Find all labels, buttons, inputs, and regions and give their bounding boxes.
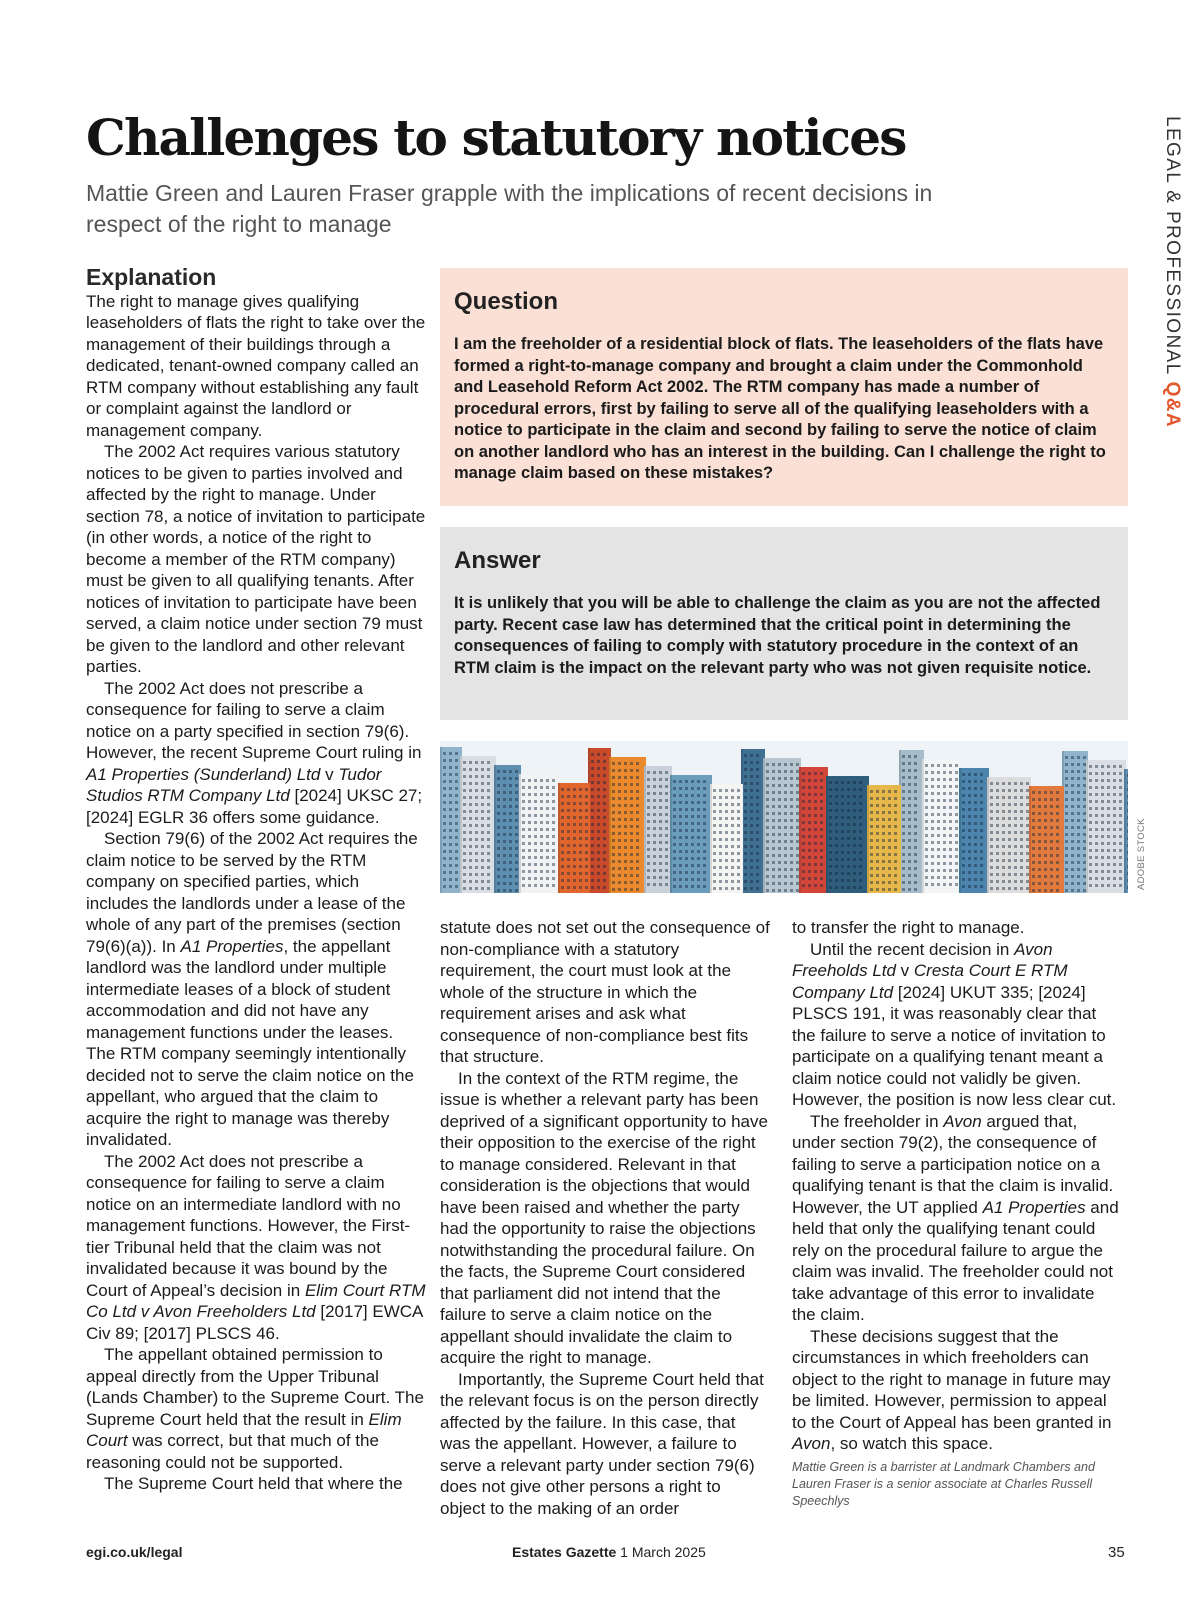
paragraph: Section 79(6) of the 2002 Act requires the claim notice to be served by the RTM company on specified parties, which includes the landlords under a lease of the whole of any part of the premises (section 79(6)(a)). In A1 Properties, the appellant landlord was the landlord under multiple intermediate leases of a block of student accommodation and did not have any management functions under the leases. The RTM company seemingly intentionally decided not to serve the claim notice on the appellant, who argued that the claim to acquire the right to manage was thereby invalidated. — [86, 829, 418, 1149]
answer-box — [440, 527, 1128, 720]
paragraph: These decisions suggest that the circumstances in which freeholders can object to the right to manage in future may be limited. However, permission to appeal to the Court of Appeal has been granted in Avon, so watch this space. — [792, 1326, 1112, 1453]
article-column-3 — [792, 917, 1122, 1510]
case-name: Avon Freeholds Ltd — [792, 939, 1053, 980]
paragraph: In the context of the RTM regime, the issue is whether a relevant party has been deprived of a significant opportunity to have their opposition to the exercise of the right to manage considered. Relevant in that consideration is the objections that would have been raised and whether the party had the opportunity to raise the objections notwithstanding the procedural failure. On the facts, the Supreme Court considered that parliament did not intend that the failure to serve a claim notice on the appellant should invalidate the claim to acquire the right to manage. — [440, 1068, 768, 1367]
case-name: Elim Court — [86, 1409, 402, 1450]
case-name: Avon — [792, 1434, 831, 1453]
answer-body: It is unlikely that you will be able to challenge the claim as you are not the affected party. Recent case law has determined that the critical point in determining the consequences of failing to comply with statutory procedure in the context of an RTM claim is the impact on the relevant party who was not given requisite notice. — [454, 594, 1101, 677]
publication-date: 1 March 2025 — [616, 1544, 706, 1560]
paragraph: The 2002 Act does not prescribe a consequence for failing to serve a claim notice on a party specified in section 79(6). However, the recent Supreme Court ruling in A1 Properties (Sunderland) Ltd v Tudor Studios RTM Company Ltd [2024] UKSC 27; [2024] EGLR 36 offers some guidance. — [86, 678, 423, 827]
case-name: Avon — [943, 1111, 982, 1131]
paragraph: The right to manage gives qualifying leaseholders of flats the right to take over the management of their buildings through a dedicated, tenant-owned company called an RTM company without establishing any fault or complaint against the landlord or management company. — [86, 291, 426, 440]
case-name: A1 Properties (Sunderland) Ltd — [86, 764, 321, 784]
building — [670, 775, 712, 893]
question-heading: Question — [454, 288, 559, 315]
article-subtitle: Mattie Green and Lauren Fraser grapple with the implications of recent decisions in respect of the right to manage — [86, 180, 933, 237]
photo-credit: ADOBE STOCK — [1136, 818, 1147, 890]
footer-website: egi.co.uk/legal — [86, 1544, 183, 1560]
building — [826, 776, 869, 893]
paragraph: Until the recent decision in Avon Freeholds Ltd v Cresta Court E RTM Company Ltd [2024] UKUT 335; [2024] PLSCS 191, it was reasonably clear that the failure to serve a notice of invitation to participate on a qualifying tenant meant a claim notice could not validly be given. However, the position is now less clear cut. — [792, 939, 1117, 1109]
publication-name: Estates Gazette — [512, 1544, 617, 1560]
case-name: Tudor Studios RTM Company Ltd — [86, 764, 382, 805]
answer-heading: Answer — [454, 547, 541, 574]
section-label-text: LEGAL & PROFESSIONAL — [1162, 116, 1183, 375]
paragraph: statute does not set out the consequence of non-compliance with a statutory requirement, the court must look at the whole of the structure in which the requirement arises and ask what consequence of non-compliance best fits that structure. — [440, 918, 770, 1066]
paragraph: Importantly, the Supreme Court held that the relevant focus is on the person directly affected by the failure. In this case, that was the appellant. However, a failure to serve a relevant party under section 79(6) does not give other persons a right to object to the making of an order — [440, 1369, 764, 1518]
building — [519, 774, 560, 893]
page-number: 35 — [1108, 1544, 1125, 1561]
explanation-heading: Explanation — [86, 264, 217, 290]
explanation-column — [86, 264, 426, 1495]
paragraph: The 2002 Act does not prescribe a consequence for failing to serve a claim notice on an intermediate landlord with no management functions. However, the First-tier Tribunal held that the claim was not invalidated because it was bound by the Court of Appeal’s decision in Elim Court RTM Co Ltd v Avon Freeholders Ltd [2017] EWCA Civ 89; [2017] PLSCS 46. — [86, 1151, 426, 1343]
question-body: I am the freeholder of a residential block of flats. The leaseholders of the flats have formed a right-to-manage company and brought a claim under the Commonhold and Leasehold Reform Act 2002. The RTM company has made a number of procedural errors, first by failing to serve all of the qualifying leaseholders with a notice to participate in the claim and second by failing to serve the notice of claim on another landlord who has an interest in the building. Can I challenge the right to manage claim based on these mistakes? — [454, 335, 1106, 482]
paragraph: to transfer the right to manage. — [792, 918, 1025, 937]
apartment-buildings-photo — [440, 741, 1128, 893]
paragraph: The Supreme Court held that where the — [104, 1474, 403, 1493]
author-byline: Mattie Green is a barrister at Landmark Chambers and Lauren Fraser is a senior associate at Charles Russell Speechlys — [792, 1459, 1095, 1508]
article-column-2 — [440, 917, 770, 1519]
question-box — [440, 268, 1128, 506]
paragraph: The 2002 Act requires various statutory notices to be given to parties involved and affected by the right to manage. Under section 78, a notice of invitation to participate (in other words, a notice of the right to become a member of the RTM company) must be given to all qualifying tenants. After notices of invitation to participate have been served, a claim notice under section 79 must be given to the landlord and other relevant parties. — [86, 442, 426, 676]
paragraph: The appellant obtained permission to appeal directly from the Upper Tribunal (Lands Chamber) to the Supreme Court. The Supreme Court held that the result in Elim Court was correct, but that much of the reasoning could not be supported. — [86, 1345, 424, 1472]
section-label — [1161, 116, 1183, 428]
case-name: A1 Properties — [982, 1197, 1086, 1217]
footer-publication — [512, 1544, 706, 1560]
case-name: Cresta Court E RTM Company Ltd — [792, 961, 1068, 1002]
case-name: Elim Court RTM Co Ltd v Avon Freeholders Ltd — [86, 1280, 426, 1321]
article-title: Challenges to statutory notices — [86, 108, 906, 167]
paragraph: The freeholder in Avon argued that, under section 79(2), the consequence of failing to serve a participation notice on a qualifying tenant is that the claim is invalid. However, the UT applied A1 Properties and held that only the qualifying tenant could rely on the procedural failure to argue the claim was invalid. The freeholder could not take advantage of this error to invalidate the claim. — [792, 1111, 1119, 1324]
case-name: A1 Properties — [180, 936, 284, 956]
section-label-accent: Q&A — [1162, 381, 1183, 429]
